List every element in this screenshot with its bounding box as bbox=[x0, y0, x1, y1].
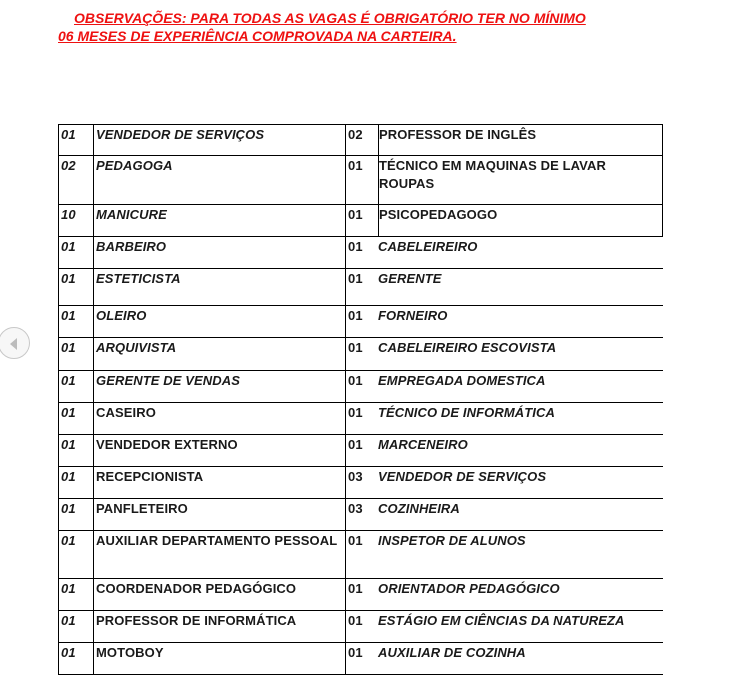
job-title: GERENTE bbox=[378, 271, 442, 286]
job-title: VENDEDOR DE SERVIÇOS bbox=[93, 124, 345, 155]
table-row bbox=[58, 155, 663, 204]
vacancy-count: 10 bbox=[58, 204, 93, 236]
vacancy-count: 01 bbox=[345, 305, 378, 337]
job-title: FORNEIRO bbox=[378, 308, 448, 323]
table-row bbox=[58, 498, 663, 530]
vacancy-count: 01 bbox=[345, 610, 378, 642]
vacancy-count: 01 bbox=[58, 466, 93, 498]
job-title: PSICOPEDAGOGO bbox=[378, 204, 663, 236]
vacancy-count: 01 bbox=[345, 578, 378, 610]
vacancy-count: 01 bbox=[345, 337, 378, 370]
job-title: GERENTE DE VENDAS bbox=[93, 370, 345, 402]
job-title: PROFESSOR DE INGLÊS bbox=[378, 124, 663, 155]
job-title: VENDEDOR DE SERVIÇOS bbox=[378, 469, 547, 484]
vacancy-count: 01 bbox=[345, 268, 378, 305]
row-divider bbox=[58, 236, 663, 237]
job-title: ESTÁGIO EM CIÊNCIAS DA NATUREZA bbox=[378, 613, 625, 628]
table-row bbox=[58, 578, 663, 610]
job-title: EMPREGADA DOMESTICA bbox=[378, 373, 546, 388]
vacancy-count: 03 bbox=[345, 466, 378, 498]
job-title: CABELEIREIRO bbox=[378, 239, 478, 254]
job-title: PANFLETEIRO bbox=[93, 498, 345, 530]
vacancy-count: 01 bbox=[58, 337, 93, 370]
job-title: ARQUIVISTA bbox=[93, 337, 345, 370]
row-divider bbox=[58, 642, 663, 643]
table-row bbox=[58, 610, 663, 642]
vacancy-count: 01 bbox=[58, 268, 93, 305]
vacancy-count: 01 bbox=[345, 402, 378, 434]
row-divider bbox=[58, 370, 663, 371]
observation-notice bbox=[58, 9, 698, 45]
row-divider bbox=[58, 268, 663, 269]
job-title: BARBEIRO bbox=[93, 236, 345, 268]
vacancy-count: 01 bbox=[58, 434, 93, 466]
table-row bbox=[58, 305, 663, 337]
vacancy-count: 01 bbox=[58, 642, 93, 674]
job-title: MOTOBOY bbox=[93, 642, 345, 674]
vacancy-count: 01 bbox=[58, 578, 93, 610]
table-row bbox=[58, 204, 663, 236]
table-row bbox=[58, 337, 663, 370]
job-title: ORIENTADOR PEDAGÓGICO bbox=[378, 581, 560, 596]
row-divider bbox=[58, 155, 663, 156]
row-divider bbox=[58, 434, 663, 435]
job-title: MANICURE bbox=[93, 204, 345, 236]
table-row bbox=[58, 466, 663, 498]
previous-page-button[interactable] bbox=[0, 327, 30, 359]
row-divider bbox=[58, 337, 663, 338]
vacancy-count: 01 bbox=[345, 642, 378, 674]
vacancy-count: 03 bbox=[345, 498, 378, 530]
job-title: OLEIRO bbox=[93, 305, 345, 337]
job-title: INSPETOR DE ALUNOS bbox=[378, 533, 526, 548]
vacancy-count: 01 bbox=[58, 530, 93, 578]
row-divider bbox=[58, 402, 663, 403]
job-title: AUXILIAR DEPARTAMENTO PESSOAL bbox=[93, 530, 345, 578]
table-row bbox=[58, 530, 663, 578]
table-row bbox=[58, 236, 663, 268]
job-title: RECEPCIONISTA bbox=[93, 466, 345, 498]
vacancy-count: 02 bbox=[58, 155, 93, 204]
row-divider bbox=[58, 498, 663, 499]
vacancy-count: 01 bbox=[345, 370, 378, 402]
vacancy-count: 01 bbox=[345, 236, 378, 268]
table-row bbox=[58, 642, 663, 674]
job-title: PROFESSOR DE INFORMÁTICA bbox=[93, 610, 345, 642]
vacancy-count: 01 bbox=[345, 204, 378, 236]
chevron-left-icon bbox=[5, 335, 23, 353]
job-title: ESTETICISTA bbox=[93, 268, 345, 305]
vacancy-count: 01 bbox=[58, 402, 93, 434]
row-divider bbox=[58, 305, 663, 306]
vacancy-count: 01 bbox=[58, 610, 93, 642]
table-row bbox=[58, 402, 663, 434]
table-row bbox=[58, 370, 663, 402]
vacancy-count: 01 bbox=[58, 305, 93, 337]
row-divider bbox=[58, 204, 663, 205]
row-divider bbox=[58, 530, 663, 531]
job-title: CABELEIREIRO ESCOVISTA bbox=[378, 340, 557, 355]
table-row bbox=[58, 268, 663, 305]
vacancy-count: 01 bbox=[345, 530, 378, 578]
vacancy-count: 01 bbox=[58, 498, 93, 530]
row-divider bbox=[58, 124, 663, 125]
job-title: COZINHEIRA bbox=[378, 501, 460, 516]
job-title: MARCENEIRO bbox=[378, 437, 468, 452]
job-title: TÉCNICO DE INFORMÁTICA bbox=[378, 405, 555, 420]
notice-line-1: OBSERVAÇÕES: PARA TODAS AS VAGAS É OBRIGATÓRIO TER NO MÍNIMO bbox=[74, 10, 586, 26]
job-title: PEDAGOGA bbox=[93, 155, 345, 204]
row-divider bbox=[58, 466, 663, 467]
job-title: VENDEDOR EXTERNO bbox=[93, 434, 345, 466]
vacancy-count: 02 bbox=[345, 124, 378, 155]
job-title: TÉCNICO EM MAQUINAS DE LAVAR ROUPAS bbox=[378, 155, 663, 204]
table-row bbox=[58, 434, 663, 466]
vacancy-count: 01 bbox=[58, 236, 93, 268]
vacancy-count: 01 bbox=[58, 124, 93, 155]
notice-line-2: 06 MESES DE EXPERIÊNCIA COMPROVADA NA CARTEIRA. bbox=[58, 28, 457, 44]
job-title: COORDENADOR PEDAGÓGICO bbox=[93, 578, 345, 610]
vacancy-count: 01 bbox=[345, 434, 378, 466]
job-title: AUXILIAR DE COZINHA bbox=[378, 645, 526, 660]
row-divider bbox=[58, 610, 663, 611]
vacancy-count: 01 bbox=[345, 155, 378, 204]
vacancy-count: 01 bbox=[58, 370, 93, 402]
table-row bbox=[58, 124, 663, 155]
row-divider bbox=[58, 674, 663, 675]
job-title: CASEIRO bbox=[93, 402, 345, 434]
row-divider bbox=[58, 578, 663, 579]
